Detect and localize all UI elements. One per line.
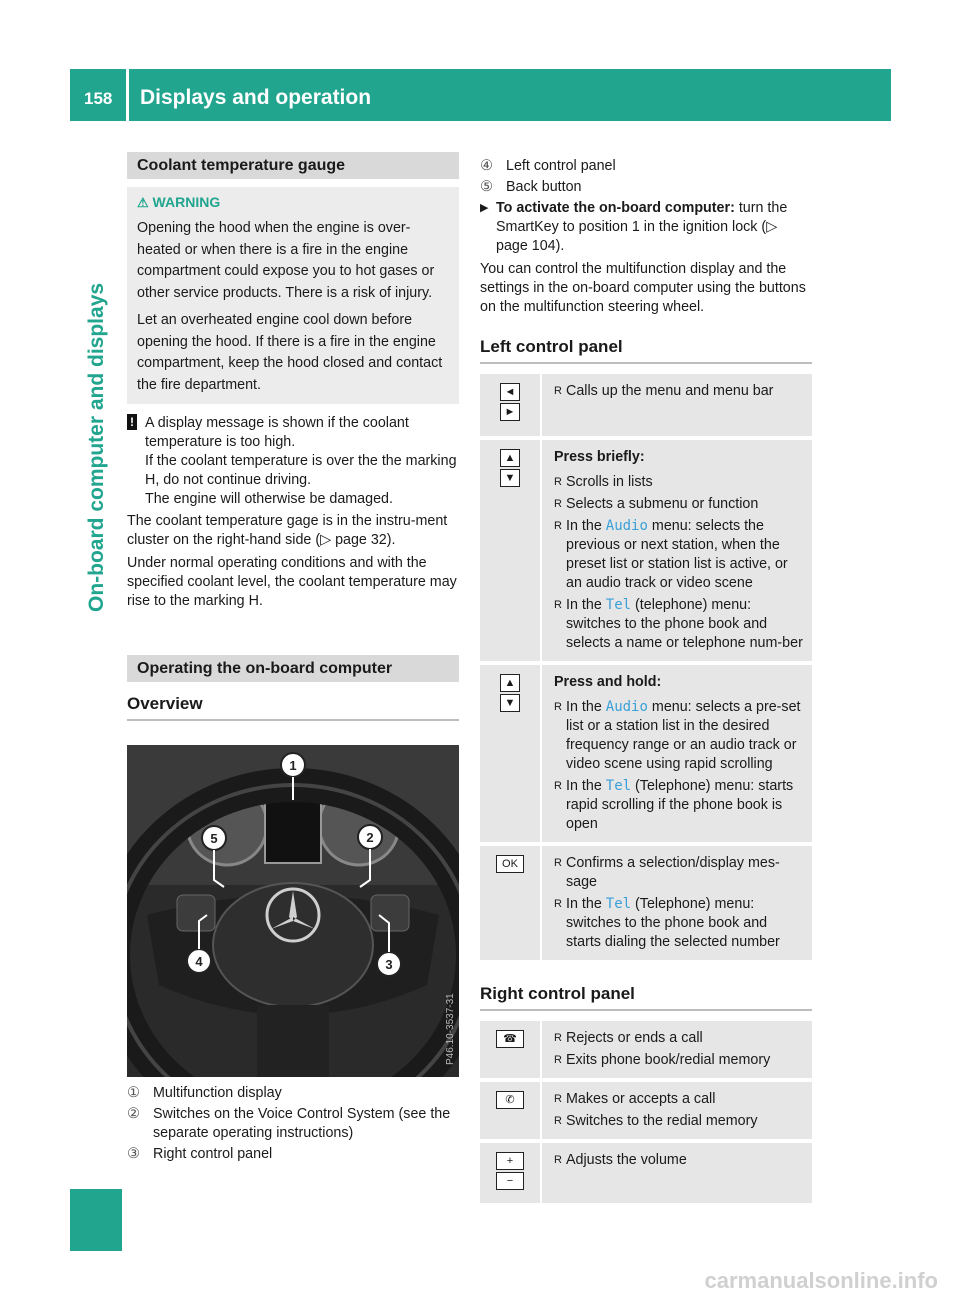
photo-legend — [127, 1084, 459, 1164]
photo-code: P46.10-3537-31 — [445, 993, 456, 1065]
right-panel-heading: Right control panel — [480, 984, 812, 1011]
coolant-heading: Coolant temperature gauge — [127, 152, 459, 179]
table-row: ▲ ▼ Press briefly: R Scrolls in lists R Selects a submenu or function R In the Audio menu: selects the previous or next station, when the preset list or station list is active, or an audio track or video scene R In the Tel (telephone) menu: switches to the phone book and selects a name or telephone num-ber — [480, 440, 812, 661]
warning-box — [127, 187, 459, 404]
steering-wheel-photo — [127, 745, 459, 1077]
watermark: carmanualsonline.info — [704, 1268, 938, 1293]
left-panel-heading: Left control panel — [480, 337, 812, 364]
page-title: Displays and operation — [140, 86, 372, 109]
left-column — [127, 152, 459, 721]
arrow-icon: ▶ — [480, 202, 489, 214]
table-row: ▲ ▼ Press and hold: R In the Audio menu: selects a pre-set list or a station list in the desired frequency range or an audio track or video scene using rapid scrolling R In the Tel (Telephone) menu: starts rapid scrolling if the phone book is open — [480, 665, 812, 842]
callout-1: 1 — [289, 758, 297, 773]
end-call-key-icon: ☎ — [496, 1030, 524, 1048]
up-arrow-key-icon: ▲ — [500, 674, 520, 692]
callout-5: 5 — [210, 831, 218, 846]
legend-item: ② Switches on the Voice Control System (see the separate operating instructions) — [127, 1106, 451, 1141]
legend-item: ⑤ Back button — [480, 179, 582, 195]
down-arrow-key-icon: ▼ — [500, 469, 520, 487]
volume-down-key-icon: − — [496, 1172, 524, 1190]
callout-3: 3 — [385, 957, 393, 972]
ok-key-icon: OK — [496, 855, 524, 873]
header-divider — [126, 69, 129, 121]
table-row: OK R Confirms a selection/display mes-sage R In the Tel (Telephone) menu: switches to the phone book and starts dialing the selected number — [480, 846, 812, 960]
side-tab-label: On-board computer and displays — [85, 282, 108, 612]
note — [127, 414, 459, 509]
callout-2: 2 — [366, 830, 374, 845]
control-para: You can control the multifunction display and the settings in the on-board computer using the buttons on the multifunction steering wheel. — [480, 261, 806, 315]
note-line-3: The engine will otherwise be damaged. — [145, 491, 393, 507]
note-line-1: A display message is shown if the coolant temperature is too high. — [145, 415, 409, 450]
left-panel-table — [480, 370, 812, 964]
right-panel-table — [480, 1017, 812, 1207]
activate-text: turn the SmartKey to position 1 in the ignition lock (▷ page 104). — [496, 200, 788, 254]
overview-heading: Overview — [127, 694, 459, 721]
activate-instruction — [480, 199, 812, 256]
warning-text-1: Opening the hood when the engine is over-heated or when there is a fire in the engine compartment could expose you to hot gases or other service products. There is a risk of injury. — [137, 220, 435, 301]
page-number: 158 — [84, 89, 113, 108]
note-line-2: If the coolant temperature is over the the marking H, do not continue driving. — [145, 453, 457, 488]
table-row: ◄ ► R Calls up the menu and menu bar — [480, 374, 812, 436]
left-arrow-key-icon: ◄ — [500, 383, 520, 401]
coolant-para-2: Under normal operating conditions and with the specified coolant level, the coolant temperature may rise to the marking H. — [127, 555, 457, 609]
callout-4: 4 — [195, 954, 203, 969]
operating-heading: Operating the on-board computer — [127, 655, 459, 682]
up-arrow-key-icon: ▲ — [500, 449, 520, 467]
coolant-para-1: The coolant temperature gage is in the instru-ment cluster on the right-hand side (▷ page 32). — [127, 513, 448, 548]
down-arrow-key-icon: ▼ — [500, 694, 520, 712]
side-tab-marker — [70, 1189, 122, 1251]
legend-item: ④ Left control panel — [480, 158, 616, 174]
warning-text-2: Let an overheated engine cool down before opening the hood. If there is a fire in the engine compartment, keep the hood closed and contact the fire department. — [137, 312, 443, 393]
legend-item: ③ Right control panel — [127, 1146, 273, 1162]
right-arrow-key-icon: ► — [500, 403, 520, 421]
table-row: ✆ R Makes or accepts a call R Switches to the redial memory — [480, 1082, 812, 1139]
legend-item: ① Multifunction display — [127, 1085, 282, 1101]
note-icon: ! — [127, 414, 137, 430]
table-row: ☎ R Rejects or ends a call R Exits phone book/redial memory — [480, 1021, 812, 1078]
warning-title: ⚠ WARNING — [137, 194, 221, 210]
table-row: + − R Adjusts the volume — [480, 1143, 812, 1203]
warning-triangle-icon: ⚠ — [137, 195, 149, 210]
volume-up-key-icon: + — [496, 1152, 524, 1170]
right-column — [480, 157, 812, 1207]
steering-wheel-illustration — [127, 745, 459, 1077]
activate-bold: To activate the on-board computer: — [496, 200, 735, 216]
accept-call-key-icon: ✆ — [496, 1091, 524, 1109]
